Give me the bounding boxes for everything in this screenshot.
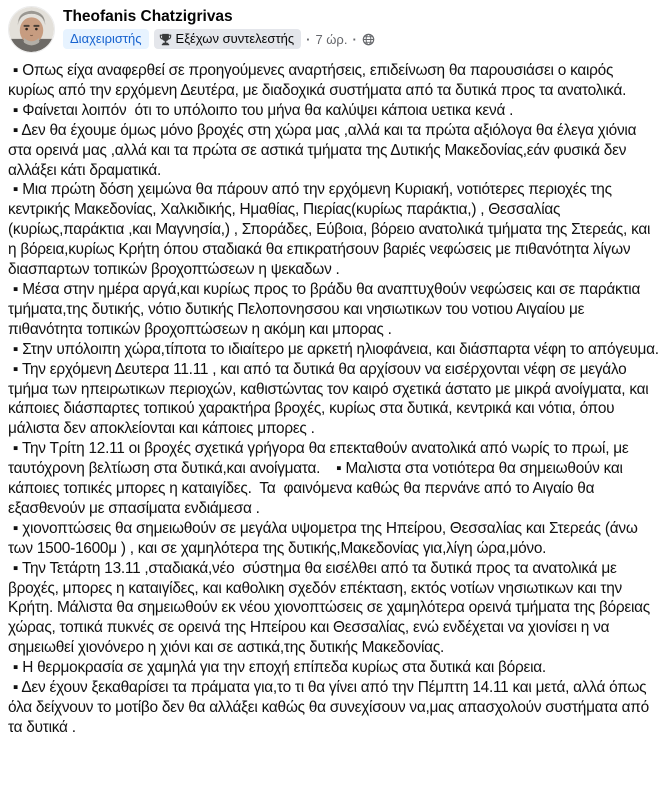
post-paragraph: ▪ Την ερχόμενη Δευτερα 11.11 , και από τα δυτικά θα αρχίσουν να εισέρχονται νέφη σε μεγάλο τμήμα των ηπειρωτικων περιοχών, καθιστώντας τον καιρό σχετικά άστατο με μικρά ανοίγματα, και κάποιες διάσπαρτες τοπικού χαρακτήρα βροχές, κυρίως στα δυτικά, κεντρικά και νότια, όπου μάλιστα δεν αποκλείονται και κάποιες μπορες . [8, 360, 653, 438]
admin-badge: Διαχειριστής [63, 29, 149, 49]
post-paragraph: ▪ Φαίνεται λοιπόν ότι το υπόλοιπο του μήνα θα καλύψει κάποια υετικα κενά . [13, 101, 514, 119]
post-paragraph: ▪ Στην υπόλοιπη χώρα,τίποτα το ιδιαίτερο με αρκετή ηλιοφάνεια, και διάσπαρτα νέφη το απόγευμα. [13, 340, 659, 358]
post-paragraph: ▪ Η θερμοκρασία σε χαμηλά για την εποχή επίπεδα κυρίως στα δυτικά και βόρεια. [13, 659, 546, 677]
post-paragraph: ▪ Δεν θα έχουμε όμως μόνο βροχές στη χώρα μας ,αλλά και τα πρώτα αξιόλογα θα έλεγα χιόνια στα ορεινά μας ,αλλά και τα πρώτα σε αστικά τμήματα της Δυτικής Μακεδονίας,εάν φυσικά δεν αλλάξει κάτι δραματικά. [8, 121, 641, 179]
post-timestamp[interactable]: 7 ώρ. [315, 31, 348, 47]
post-paragraph: ▪ Μια πρώτη δόση χειμώνα θα πάρουν από την ερχόμενη Κυριακή, νοτιότερες περιοχές της κεντρικής Μακεδονίας, Χαλκιδικής, Ημαθίας, Πιερίας(κυρίως παράκτια,) , Θεσσαλίας (κυρίως,παράκτια ,και Μαγνησία,) , Σποράδες, Εύβοια, βόρειο ανατολικά τμήματα της Στερεάς, και η βόρεια,κυρίως Κρήτη όπου σταδιακά θα επικρατήσουν βαριές νεφώσεις με πιθανότητα λίγων διασπαρτων τοπικών βροχοπτώσεων η ψεκαδων . [8, 181, 655, 279]
post-paragraph: ▪ χιονοπτώσεις θα σημειωθούν σε μεγάλα υψομετρα της Ηπείρου, Θεσσαλίας και Στερεάς (άνω των 1500-1600μ ) , και σε χαμηλότερα της δυτικής,Μακεδονίας για,λίγη ώρα,μόνο. [8, 519, 642, 557]
post-paragraph: ▪ Δεν έχουν ξεκαθαρίσει τα πράματα για,το τι θα γίνει από την Πέμπτη 14.11 και μετά, αλλά όπως όλα δείχνουν το μοτίβο δεν θα αλλάξει καθώς θα συνεχίσουν να,μας απασχολούν συστήματα από τα δυτικά . [8, 679, 653, 736]
contributor-badge-label: Εξέχων συντελεστής [175, 31, 295, 46]
globe-icon [362, 33, 375, 46]
post-content [8, 61, 662, 738]
user-avatar-photo [9, 7, 54, 52]
author-name[interactable]: Theofanis Chatzigrivas [63, 8, 233, 25]
contributor-badge [154, 29, 302, 49]
post-paragraph: ▪ Την Τετάρτη 13.11 ,σταδιακά,νέο σύστημα θα εισέλθει από τα δυτικά προς τα ανατολικά με βροχές, μπορες η καταιγίδες, και καθολικη σχεδόν επέκταση, εκτός νοτίων νησιωτικων και την Κρήτη. Μάλιστα θα σημειωθούν εκ νέου χιονοπτώσεις σε χαμηλότερα ορεινά τμήματα της βόρειας χώρας, τοπικά πυκνές σε ορεινά της Ηπείρου και Θεσσαλίας, ενώ ενδέχεται να χιονίσει η να σημειωθεί χιονόνερο η χιόνι και σε αστικά,της δυτικής Μακεδονίας. [8, 559, 655, 657]
post-meta-row [63, 29, 375, 49]
meta-separator: · [352, 31, 357, 47]
author-avatar[interactable] [8, 6, 55, 53]
post-paragraph: ▪ Την Τρίτη 12.11 οι βροχές σχετικά γρήγορα θα επεκταθούν ανατολικά από νωρίς το πρωί, με ταυτόχρονη βελτίωση στα δυτικά,και ανοίγματα. ▪ Μαλιστα στα νοτιότερα θα σημειωθούν και κάποιες τοπικές μπορες η καταιγίδες. Τα φαινόμενα καθώς θα περνάνε από το Αιγαίο θα εξασθενούν με σπασίματα ενδιάμεσα . [8, 440, 633, 517]
post-paragraph: ▪ Μέσα στην ημέρα αργά,και κυρίως προς το βράδυ θα αναπτυχθούν νεφώσεις και σε παράκτια τμήματα,της δυτικής, νότιο δυτικής Πελοπονησσου και νησιωτικων του νοτιου Αιγαίου με πιθανότητα τοπικών βροχοπτώσεων η ακόμη και μπορας . [8, 280, 645, 338]
post-paragraph: ▪ Οπως είχα αναφερθεί σε προηγούμενες αναρτήσεις, επιδείνωση θα παρουσιάσει ο καιρός κυρίως από την ερχόμενη Δευτέρα, με διαδοχικά συστήματα από τα δυτικά προς τα ανατολικά. [8, 62, 627, 99]
post-header [8, 6, 662, 53]
header-text-block [63, 6, 375, 49]
trophy-icon [159, 33, 172, 46]
meta-separator: · [306, 31, 311, 47]
